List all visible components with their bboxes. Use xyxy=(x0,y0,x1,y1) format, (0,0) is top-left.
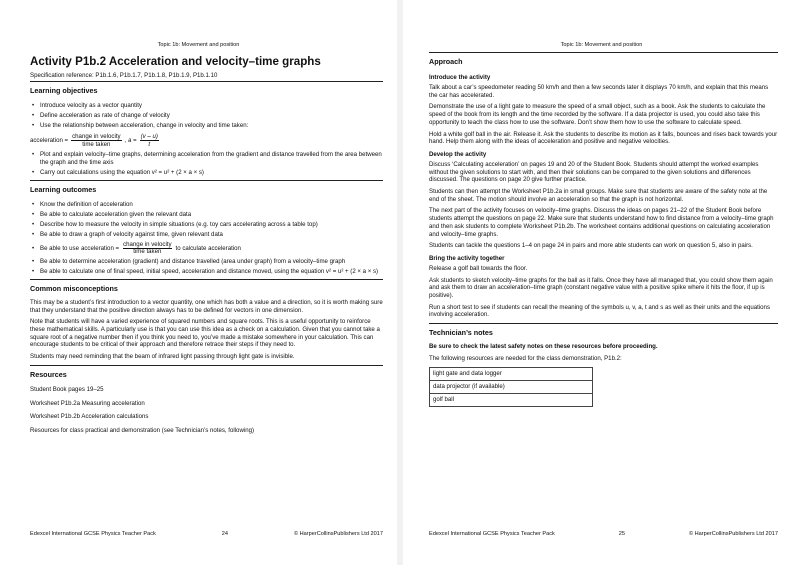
topic-header: Topic 1b: Movement and position xyxy=(560,42,643,48)
right-content xyxy=(429,52,778,407)
objectives-heading: Learning objectives xyxy=(30,81,383,98)
spec-reference: Specification reference: P1b.1.6, P1b.1.7, P1b.1.8, P1b.1.9, P1b.1.10 xyxy=(30,72,218,79)
table-row xyxy=(430,393,593,406)
table-row xyxy=(430,367,593,380)
copyright: © HarperCollinsPublishers Ltd 2017 xyxy=(293,531,383,537)
approach-heading: Approach xyxy=(429,52,778,69)
outcomes-list xyxy=(30,201,383,276)
paragraph: The next part of the activity focuses on velocity–time graphs. Discuss the ideas on pages 21–22 of the Student Book before students attempt the questions on page 22. Make sure that students understand how to find distance from a velocity–time graph and then ask students to complete Worksheet P1b.2b. The worksheet contains additional questions on calculating acceleration and velocity–time graphs. xyxy=(429,207,774,238)
topic-header: Topic 1b: Movement and position xyxy=(157,42,240,48)
resource-item: Student Book pages 19–25 xyxy=(30,385,104,393)
fraction: $\frac{\text{change in velocity}}{\text{time taken}}$ xyxy=(72,133,121,149)
page-number: 24 xyxy=(221,531,229,537)
list-item: • Be able to draw a graph of velocity against time, given relevant data xyxy=(40,231,383,239)
list-item: • Describe how to measure the velocity in simple situations (e.g. toy cars accelerating across a table top) xyxy=(40,221,383,229)
together-heading: Bring the activity together xyxy=(429,254,505,262)
fraction: $\frac{(v - u)}{t}$ xyxy=(140,133,158,149)
resource-item: Worksheet P1b.2a Measuring acceleration xyxy=(30,399,145,407)
footer-title: Edexcel International GCSE Physics Teacher Pack xyxy=(30,531,156,537)
paragraph: Students can then attempt the Worksheet P1b.2a in small groups. Make sure that students are aware of the safety note at the end of the sheet. The motion should involve an acceleration so that the graph is not horizontal. xyxy=(429,188,768,203)
fraction: change in velocity time taken xyxy=(123,240,172,256)
page-footer xyxy=(30,531,383,537)
objectives-list-more xyxy=(30,151,383,177)
paragraph: Demonstrate the use of a light gate to measure the speed of a small object, such as a book. Ask the students to calculate the speed of the book from its length and the time recorded by the software. If a data projector is used, you could also take this opportunity to teach the class how to use the software. Don’t show them how to use the software to calculate speed. xyxy=(429,103,766,126)
page-footer xyxy=(429,531,778,537)
paragraph: Discuss ‘Calculating acceleration’ on pages 19 and 20 of the Student Book. Students should attempt the worked examples without the given solutions to start with, and then their solutions can be compared to the given solutions and differences discussed. The questions on page 20 give further practice. xyxy=(429,160,759,184)
acceleration-equation: acceleration = $\frac{\text{change in velocity}}{\text{time taken}}$ , a = $\frac{(v - u)}{t}$ xyxy=(30,133,158,149)
develop-heading: Develop the activity xyxy=(429,150,487,158)
paragraph: The following resources are needed for the class demonstration, P1b.2: xyxy=(429,354,622,362)
left-page xyxy=(0,0,397,565)
list-item: • Use the relationship between acceleration, change in velocity and time taken: xyxy=(40,122,383,130)
list-item: • Carry out calculations using the equation v² = u² + (2 × a × s) xyxy=(40,169,383,177)
paragraph: Talk about a car’s speedometer reading 50 km/h and then a few seconds later it displays 70 km/h, and explain that this means the car has accelerated. xyxy=(429,84,769,99)
objectives-list xyxy=(30,102,383,130)
paragraph: Students can tackle the questions 1–4 on page 24 in pairs and more able students can work on question 5, also in pairs. xyxy=(429,242,753,250)
resources-heading: Resources xyxy=(30,365,383,382)
paragraph: Note that students will have a varied experience of squared numbers and square roots. This is a useful opportunity to reinforce these mathematical skills. A particularly use is that you can use this idea as a check on a calculation. Given that you cannot take a square root of a negative number then if you think you need to, you’ve made a mistake somewhere in your calculation. This can encourage students to be critical of their approach and therefore retrace their steps if they need to. xyxy=(30,318,380,349)
page-number: 25 xyxy=(618,531,626,537)
outcomes-heading: Learning outcomes xyxy=(30,180,383,197)
safety-note: Be sure to check the latest safety notes on these resources before proceeding. xyxy=(429,343,658,351)
intro-heading: Introduce the activity xyxy=(429,74,491,81)
paragraph: Students may need reminding that the beam of infrared light passing through light gate is invisible. xyxy=(30,353,295,361)
resources-table xyxy=(429,367,593,407)
left-content xyxy=(30,52,383,441)
list-item: • Be able to determine acceleration (gradient) and distance travelled (area under graph) from a velocity–time graph xyxy=(40,258,383,266)
paragraph: This may be a student’s first introduction to a vector quantity, one which has both a value and a direction, so it is worth making sure that they understand that the positive direction always has to be defined for vectors in one dimension. xyxy=(30,298,383,314)
technician-heading: Technician’s notes xyxy=(429,323,778,340)
table-row xyxy=(430,380,593,393)
paragraph: Release a golf ball towards the floor. xyxy=(429,264,528,272)
list-item: • Know the definition of acceleration xyxy=(40,201,383,209)
list-item-equation: • Be able to use acceleration = change in velocity time taken to calculate acceleration xyxy=(40,242,383,256)
resource-item: Resources for class practical and demonstration (see Technician’s notes, following) xyxy=(30,426,255,434)
paragraph: Run a short test to see if students can recall the meaning of the symbols u, v, a, t and s as well as their units and the equations involving acceleration. xyxy=(429,303,770,319)
paragraph: Hold a white golf ball in the air. Release it. Ask the students to describe its motion as it falls, bounces and rises back towards your hand. Help them along with the ideas of acceleration and positive and negative velocities. xyxy=(429,130,778,146)
list-item: • Plot and explain velocity–time graphs, determining acceleration from the gradient and distance travelled from the area between the graph and the time axis xyxy=(40,151,383,166)
list-item: • Introduce velocity as a vector quantity xyxy=(40,102,383,110)
copyright: © HarperCollinsPublishers Ltd 2017 xyxy=(688,531,778,537)
table-cell: data projector (if available) xyxy=(430,380,593,393)
list-item: • Be able to calculate acceleration given the relevant data xyxy=(40,211,383,219)
footer-title: Edexcel International GCSE Physics Teacher Pack xyxy=(429,531,555,537)
list-item: • Define acceleration as rate of change of velocity xyxy=(40,112,383,120)
resource-item: Worksheet P1b.2b Acceleration calculations xyxy=(30,413,149,421)
list-item: • Be able to calculate one of final speed, initial speed, acceleration and distance moved, using the equation v² = u² + (2 × a × s) xyxy=(40,268,383,276)
table-cell: light gate and data logger xyxy=(430,367,593,380)
table-cell: golf ball xyxy=(430,393,593,406)
right-page xyxy=(403,0,800,565)
activity-title: Activity P1b.2 Acceleration and velocity–time graphs xyxy=(30,55,321,68)
misconceptions-heading: Common misconceptions xyxy=(30,279,383,296)
resources-list xyxy=(30,386,383,435)
paragraph: Ask students to sketch velocity–time graphs for the ball as it falls. Once they have all managed that, you could show them again and ask them to draw an acceleration–time graph (constant negative value with a positive spike where it hits the floor, if up is positive). xyxy=(429,276,773,300)
